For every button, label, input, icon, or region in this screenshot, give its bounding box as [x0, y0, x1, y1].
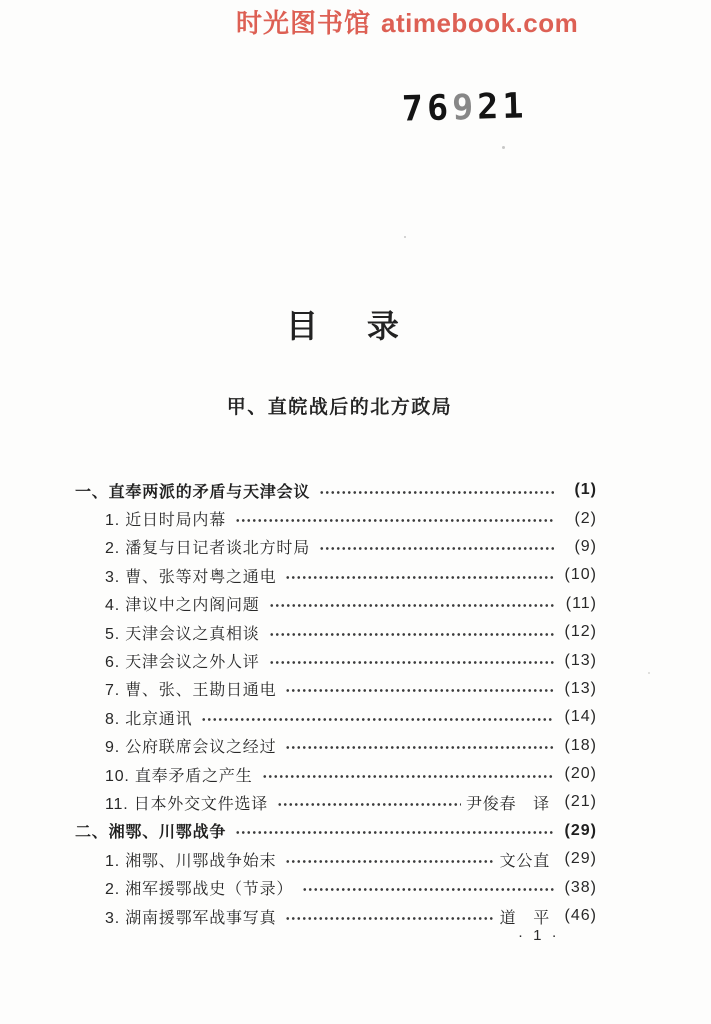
toc-entry-label: 6. 天津会议之外人评 — [105, 654, 260, 672]
dot-leader — [285, 688, 554, 693]
toc-entry-page-number: (46) — [564, 907, 597, 925]
toc-entry-row — [75, 590, 597, 618]
dot-leader — [235, 518, 554, 523]
toc-entry-label: 一、直奉两派的矛盾与天津会议 — [75, 483, 311, 501]
scan-speck — [404, 236, 406, 238]
toc-entry-author: 文公直 — [499, 852, 550, 870]
dot-leader — [302, 887, 554, 892]
library-stamp-number: 76921 — [401, 86, 528, 130]
dot-leader — [319, 490, 554, 495]
scan-speck — [648, 672, 650, 674]
toc-entry-page-number: (14) — [564, 708, 597, 726]
scan-speck — [502, 146, 505, 149]
toc-entry-page-number: (13) — [564, 651, 597, 669]
dot-leader — [269, 603, 554, 608]
folio-page-number: · 1 · — [518, 927, 560, 944]
dot-leader — [285, 859, 494, 864]
toc-entry-row — [75, 788, 597, 816]
toc-entry-label: 2. 潘复与日记者谈北方时局 — [105, 540, 310, 558]
site-watermark — [236, 3, 578, 40]
toc-entry-label: 9. 公府联席会议之经过 — [105, 739, 277, 757]
toc-entry-page-number: (20) — [564, 765, 597, 783]
page-title: 目 录 — [286, 308, 400, 344]
toc-entry-page-number: (21) — [564, 793, 597, 811]
dot-leader — [235, 830, 554, 835]
toc-entry-page-number: (2) — [574, 509, 597, 527]
dot-leader — [285, 575, 554, 580]
toc-entry-page-number: (1) — [574, 481, 597, 499]
toc-entry-page-number: (29) — [564, 850, 597, 868]
toc-entry-label: 3. 曹、张等对粤之通电 — [105, 568, 277, 586]
toc-entry-label: 7. 曹、张、王勘日通电 — [105, 682, 277, 700]
toc-entry-row — [75, 646, 597, 674]
toc-entry-label: 11. 日本外交文件选译 — [105, 795, 269, 813]
toc-list — [75, 476, 597, 930]
toc-entry-row — [75, 561, 597, 589]
dot-leader — [285, 745, 554, 750]
toc-entry-label: 1. 湘鄂、川鄂战争始末 — [105, 852, 277, 870]
toc-entry-row — [75, 703, 597, 731]
dot-leader — [285, 916, 494, 921]
toc-entry-page-number: (9) — [574, 537, 597, 555]
toc-entry-page-number: (11) — [565, 594, 597, 612]
toc-entry-label: 5. 天津会议之真相谈 — [105, 625, 260, 643]
toc-entry-page-number: (13) — [564, 679, 597, 697]
section-heading: 甲、直皖战后的北方政局 — [226, 397, 453, 418]
toc-entry-label: 二、湘鄂、川鄂战争 — [75, 824, 227, 842]
toc-entry-author: 尹俊春 译 — [465, 795, 550, 813]
toc-entry-row — [75, 902, 597, 930]
toc-entry-page-number: (12) — [564, 623, 597, 641]
toc-entry-label: 2. 湘军援鄂战史（节录） — [105, 881, 294, 899]
toc-entry-page-number: (38) — [564, 878, 597, 896]
toc-entry-row — [75, 504, 597, 532]
toc-entry-row — [75, 533, 597, 561]
toc-entry-author: 道 平 — [499, 909, 550, 927]
toc-entry-row — [75, 873, 597, 901]
toc-entry-label: 3. 湖南援鄂军战事写真 — [105, 909, 277, 927]
toc-entry-label: 4. 津议中之内阁问题 — [105, 597, 260, 615]
dot-leader — [277, 802, 461, 807]
toc-entry-row — [75, 732, 597, 760]
site-url-label: atimebook.com — [381, 8, 579, 38]
dot-leader — [201, 717, 554, 722]
toc-entry-row — [75, 618, 597, 646]
toc-entry-row — [75, 675, 597, 703]
toc-entry-page-number: (18) — [564, 736, 597, 754]
toc-entry-page-number: (29) — [564, 821, 597, 839]
dot-leader — [269, 660, 554, 665]
dot-leader — [319, 546, 554, 551]
toc-entry-label: 1. 近日时局内幕 — [105, 512, 226, 530]
toc-entry-row — [75, 845, 597, 873]
toc-entry-label: 10. 直奉矛盾之产生 — [105, 767, 253, 785]
dot-leader — [262, 774, 555, 779]
toc-entry-row — [75, 817, 597, 845]
toc-entry-page-number: (10) — [564, 566, 597, 584]
toc-entry-row — [75, 760, 597, 788]
site-name-label: 时光图书馆 — [236, 8, 372, 38]
toc-entry-row — [75, 476, 597, 504]
toc-entry-label: 8. 北京通讯 — [105, 710, 193, 728]
dot-leader — [269, 632, 554, 637]
